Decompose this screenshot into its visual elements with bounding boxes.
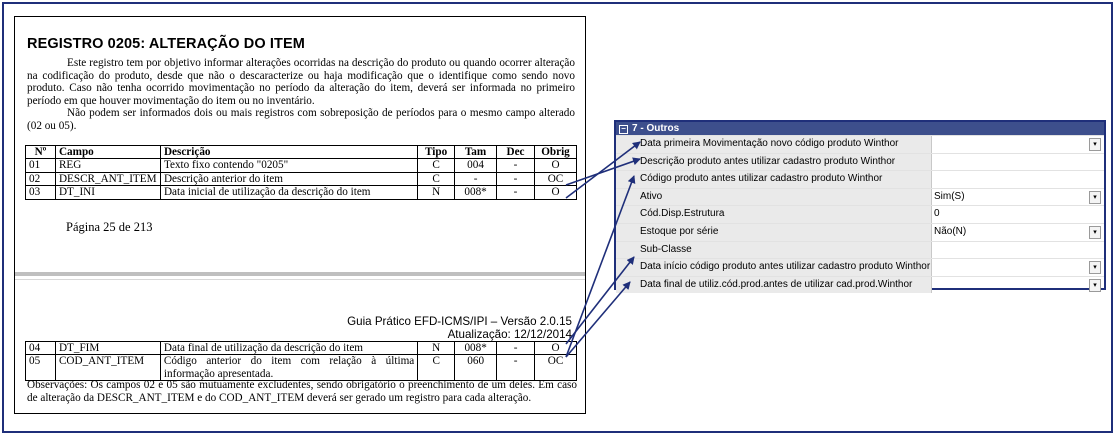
table-cell: C bbox=[418, 355, 455, 381]
table-cell: 02 bbox=[26, 172, 56, 185]
table-cell: Descrição anterior do item bbox=[160, 172, 417, 185]
property-label: Estoque por série bbox=[627, 224, 932, 241]
table-cell: Código anterior do item com relação à última informação apresentada. bbox=[160, 355, 417, 381]
table-cell: C bbox=[418, 159, 455, 172]
arrow-cod-ant-item-2 bbox=[566, 176, 634, 357]
table-cell: OC bbox=[535, 355, 577, 381]
table-cell: O bbox=[534, 159, 576, 172]
table-cell: Data inicial de utilização da descrição do item bbox=[160, 186, 417, 199]
dropdown-arrow-icon[interactable]: ▾ bbox=[1089, 261, 1101, 274]
property-value: Não(N) bbox=[934, 225, 967, 237]
table-cell: 05 bbox=[26, 355, 56, 381]
header-cell: Dec bbox=[497, 146, 535, 159]
collapse-icon[interactable]: − bbox=[619, 125, 628, 134]
table-cell: Data final de utilização da descrição do item bbox=[160, 342, 417, 355]
property-value: 0 bbox=[934, 208, 940, 220]
table-cell: - bbox=[497, 355, 535, 381]
table-cell: DESCR_ANT_ITEM bbox=[55, 172, 160, 185]
document-paragraph-2: Não podem ser informados dois ou mais registros com sobreposição de períodos para o mesmo campo alterado (02 ou 05). bbox=[27, 107, 575, 132]
arrow-cod-ant-item bbox=[566, 282, 630, 357]
table-cell: N bbox=[418, 186, 455, 199]
header-cell: Obrig bbox=[534, 146, 576, 159]
table-cell: C bbox=[418, 172, 455, 185]
property-value: Sim(S) bbox=[934, 190, 965, 202]
property-label: Data primeira Movimentação novo código produto Winthor bbox=[627, 136, 932, 153]
property-label: Código produto antes utilizar cadastro produto Winthor bbox=[627, 171, 932, 188]
header-cell: Campo bbox=[55, 146, 160, 159]
table-cell: 008* bbox=[455, 342, 497, 355]
table-cell: - bbox=[497, 342, 535, 355]
table-cell: DT_INI bbox=[55, 186, 160, 199]
guide-update: Atualização: 12/12/2014 bbox=[447, 328, 572, 341]
table-cell: O bbox=[534, 186, 576, 199]
table-cell: O bbox=[535, 342, 577, 355]
table-cell: - bbox=[497, 172, 535, 185]
table-cell: DT_FIM bbox=[55, 342, 160, 355]
table-cell: COD_ANT_ITEM bbox=[55, 355, 160, 381]
property-label: Data início código produto antes utilizar cadastro produto Winthor bbox=[627, 259, 932, 276]
table-cell: REG bbox=[55, 159, 160, 172]
table-cell: 03 bbox=[26, 186, 56, 199]
table-cell: 008* bbox=[455, 186, 497, 199]
property-label: Cód.Disp.Estrutura bbox=[627, 206, 932, 223]
dropdown-arrow-icon[interactable]: ▾ bbox=[1089, 138, 1101, 151]
property-label: Ativo bbox=[627, 189, 932, 206]
header-cell: Nº bbox=[26, 146, 56, 159]
table-cell: 060 bbox=[455, 355, 497, 381]
table-cell: OC bbox=[534, 172, 576, 185]
table-cell: - bbox=[497, 159, 535, 172]
dropdown-arrow-icon[interactable]: ▾ bbox=[1089, 226, 1101, 239]
guide-title: Guia Prático EFD-ICMS/IPI – Versão 2.0.15 bbox=[347, 315, 572, 328]
dropdown-arrow-icon[interactable]: ▾ bbox=[1089, 279, 1101, 292]
page-number: Página 25 de 213 bbox=[66, 220, 153, 234]
table-cell: 004 bbox=[455, 159, 497, 172]
dropdown-arrow-icon[interactable]: ▾ bbox=[1089, 191, 1101, 204]
property-label: Descrição produto antes utilizar cadastro produto Winthor bbox=[627, 154, 932, 171]
property-label: Data final de utiliz.cód.prod.antes de utilizar cad.prod.Winthor bbox=[627, 277, 932, 294]
header-cell: Tipo bbox=[418, 146, 455, 159]
panel-header-title: 7 - Outros bbox=[632, 123, 680, 134]
property-label: Sub-Classe bbox=[627, 242, 932, 259]
observations-text: Observações: Os campos 02 e 05 são mutuamente excludentes, sendo obrigatório o preenchimento de um deles. Em caso de alteração da DESCR_ANT_ITEM e do COD_ANT_ITEM deverá ser gerado um registro para cada alteração. bbox=[27, 379, 577, 404]
table-cell: Texto fixo contendo "0205" bbox=[160, 159, 417, 172]
table-cell: 04 bbox=[26, 342, 56, 355]
document-paragraph-1: Este registro tem por objetivo informar alterações ocorridas na descrição do produto ou quando ocorrer alteração na codificação do produto, desde que não o descaracterize ou haja modificação que o identifique como sendo novo produto. Caso não tenha ocorrido movimentação no período da alteração do item, deverá ser informada no primeiro período em que houver movimentação do item ou no inventário. bbox=[27, 57, 575, 107]
table-cell: - bbox=[455, 172, 497, 185]
table-cell: 01 bbox=[26, 159, 56, 172]
table-cell: N bbox=[418, 342, 455, 355]
arrow-descr-ant-item bbox=[566, 159, 640, 185]
document-title: REGISTRO 0205: ALTERAÇÃO DO ITEM bbox=[27, 36, 305, 52]
header-cell: Descrição bbox=[160, 146, 417, 159]
header-cell: Tam bbox=[455, 146, 497, 159]
table-cell: - bbox=[497, 186, 535, 199]
